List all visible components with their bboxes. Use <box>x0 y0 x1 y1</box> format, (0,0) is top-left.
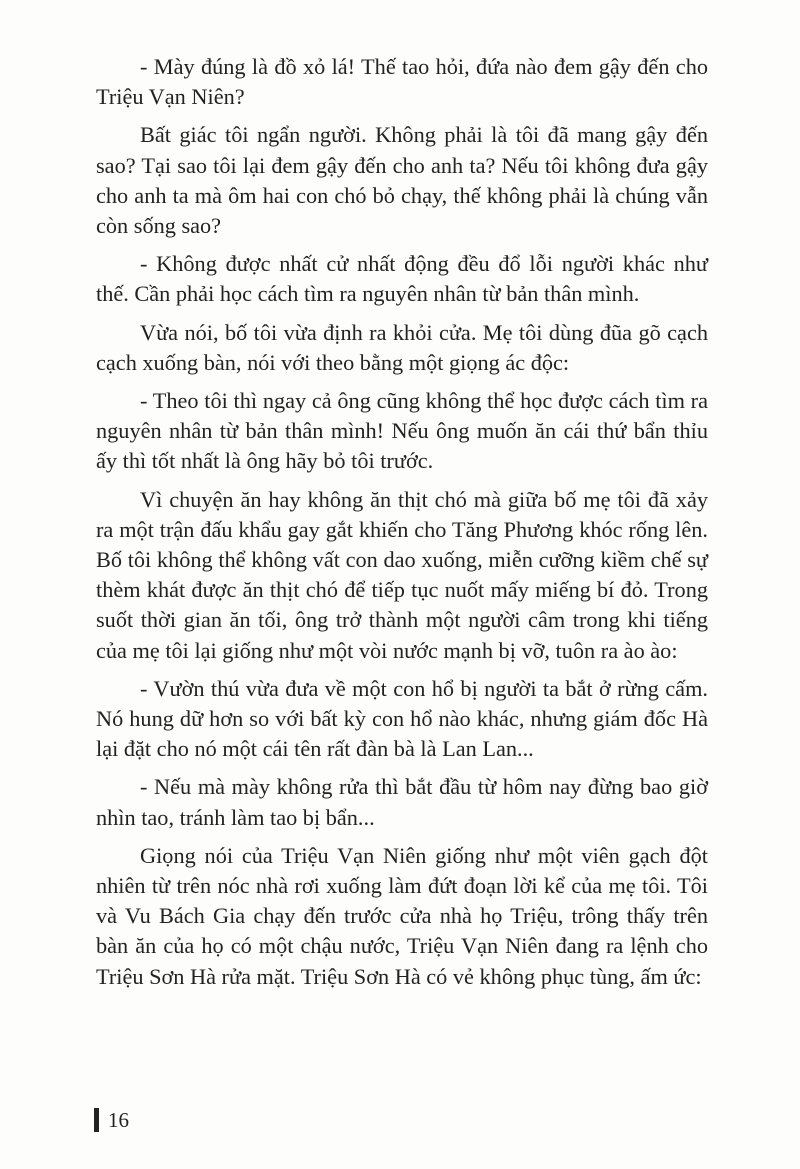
paragraph: - Theo tôi thì ngay cả ông cũng không thể học được cách tìm ra nguyên nhân từ bản thân mình! Nếu ông muốn ăn cái thứ bẩn thỉu ấy thì tốt nhất là ông hãy bỏ tôi trước. <box>96 388 708 474</box>
paragraph: - Mày đúng là đồ xỏ lá! Thế tao hỏi, đứa nào đem gậy đến cho Triệu Vạn Niên? <box>96 54 708 110</box>
paragraph: Bất giác tôi ngẩn người. Không phải là tôi đã mang gậy đến sao? Tại sao tôi lại đem gậy đến cho anh ta? Nếu tôi không đưa gậy cho anh ta mà ôm hai con chó bỏ chạy, thế không phải là chúng vẫn còn sống sao? <box>96 122 708 239</box>
page-marker-bar <box>94 1108 99 1132</box>
paragraph: Giọng nói của Triệu Vạn Niên giống như một viên gạch đột nhiên từ trên nóc nhà rơi xuống làm đứt đoạn lời kể của mẹ tôi. Tôi và Vu Bách Gia chạy đến trước cửa nhà họ Triệu, trông thấy trên bàn ăn của họ có một chậu nước, Triệu Vạn Niên đang ra lệnh cho Triệu Sơn Hà rửa mặt. Triệu Sơn Hà có vẻ không phục tùng, ấm ức: <box>96 842 708 989</box>
page-footer <box>94 1107 129 1133</box>
paragraph: Vừa nói, bố tôi vừa định ra khỏi cửa. Mẹ tôi dùng đũa gõ cạch cạch xuống bàn, nói với theo bằng một giọng ác độc: <box>96 319 708 375</box>
page-body <box>96 52 708 1000</box>
paragraph: - Vườn thú vừa đưa về một con hổ bị người ta bắt ở rừng cấm. Nó hung dữ hơn so với bất kỳ con hổ nào khác, nhưng giám đốc Hà lại đặt cho nó một cái tên rất đàn bà là Lan Lan... <box>96 675 708 762</box>
page-number: 16 <box>108 1107 129 1132</box>
paragraph: - Không được nhất cử nhất động đều đổ lỗi người khác như thế. Cần phải học cách tìm ra nguyên nhân từ bản thân mình. <box>96 251 708 307</box>
paragraph: - Nếu mà mày không rửa thì bắt đầu từ hôm nay đừng bao giờ nhìn tao, tránh làm tao bị bẩn... <box>96 774 708 830</box>
paragraph: Vì chuyện ăn hay không ăn thịt chó mà giữa bố mẹ tôi đã xảy ra một trận đấu khẩu gay gắt khiến cho Tăng Phương khóc rống lên. Bố tôi không thể không vất con dao xuống, miễn cưỡng kiềm chế sự thèm khát được ăn thịt chó để tiếp tục nuốt mấy miếng bí đỏ. Trong suốt thời gian ăn tối, ông trở thành một người câm trong khi tiếng của mẹ tôi lại giống như một vòi nước mạnh bị vỡ, tuôn ra ào ào: <box>96 486 708 663</box>
